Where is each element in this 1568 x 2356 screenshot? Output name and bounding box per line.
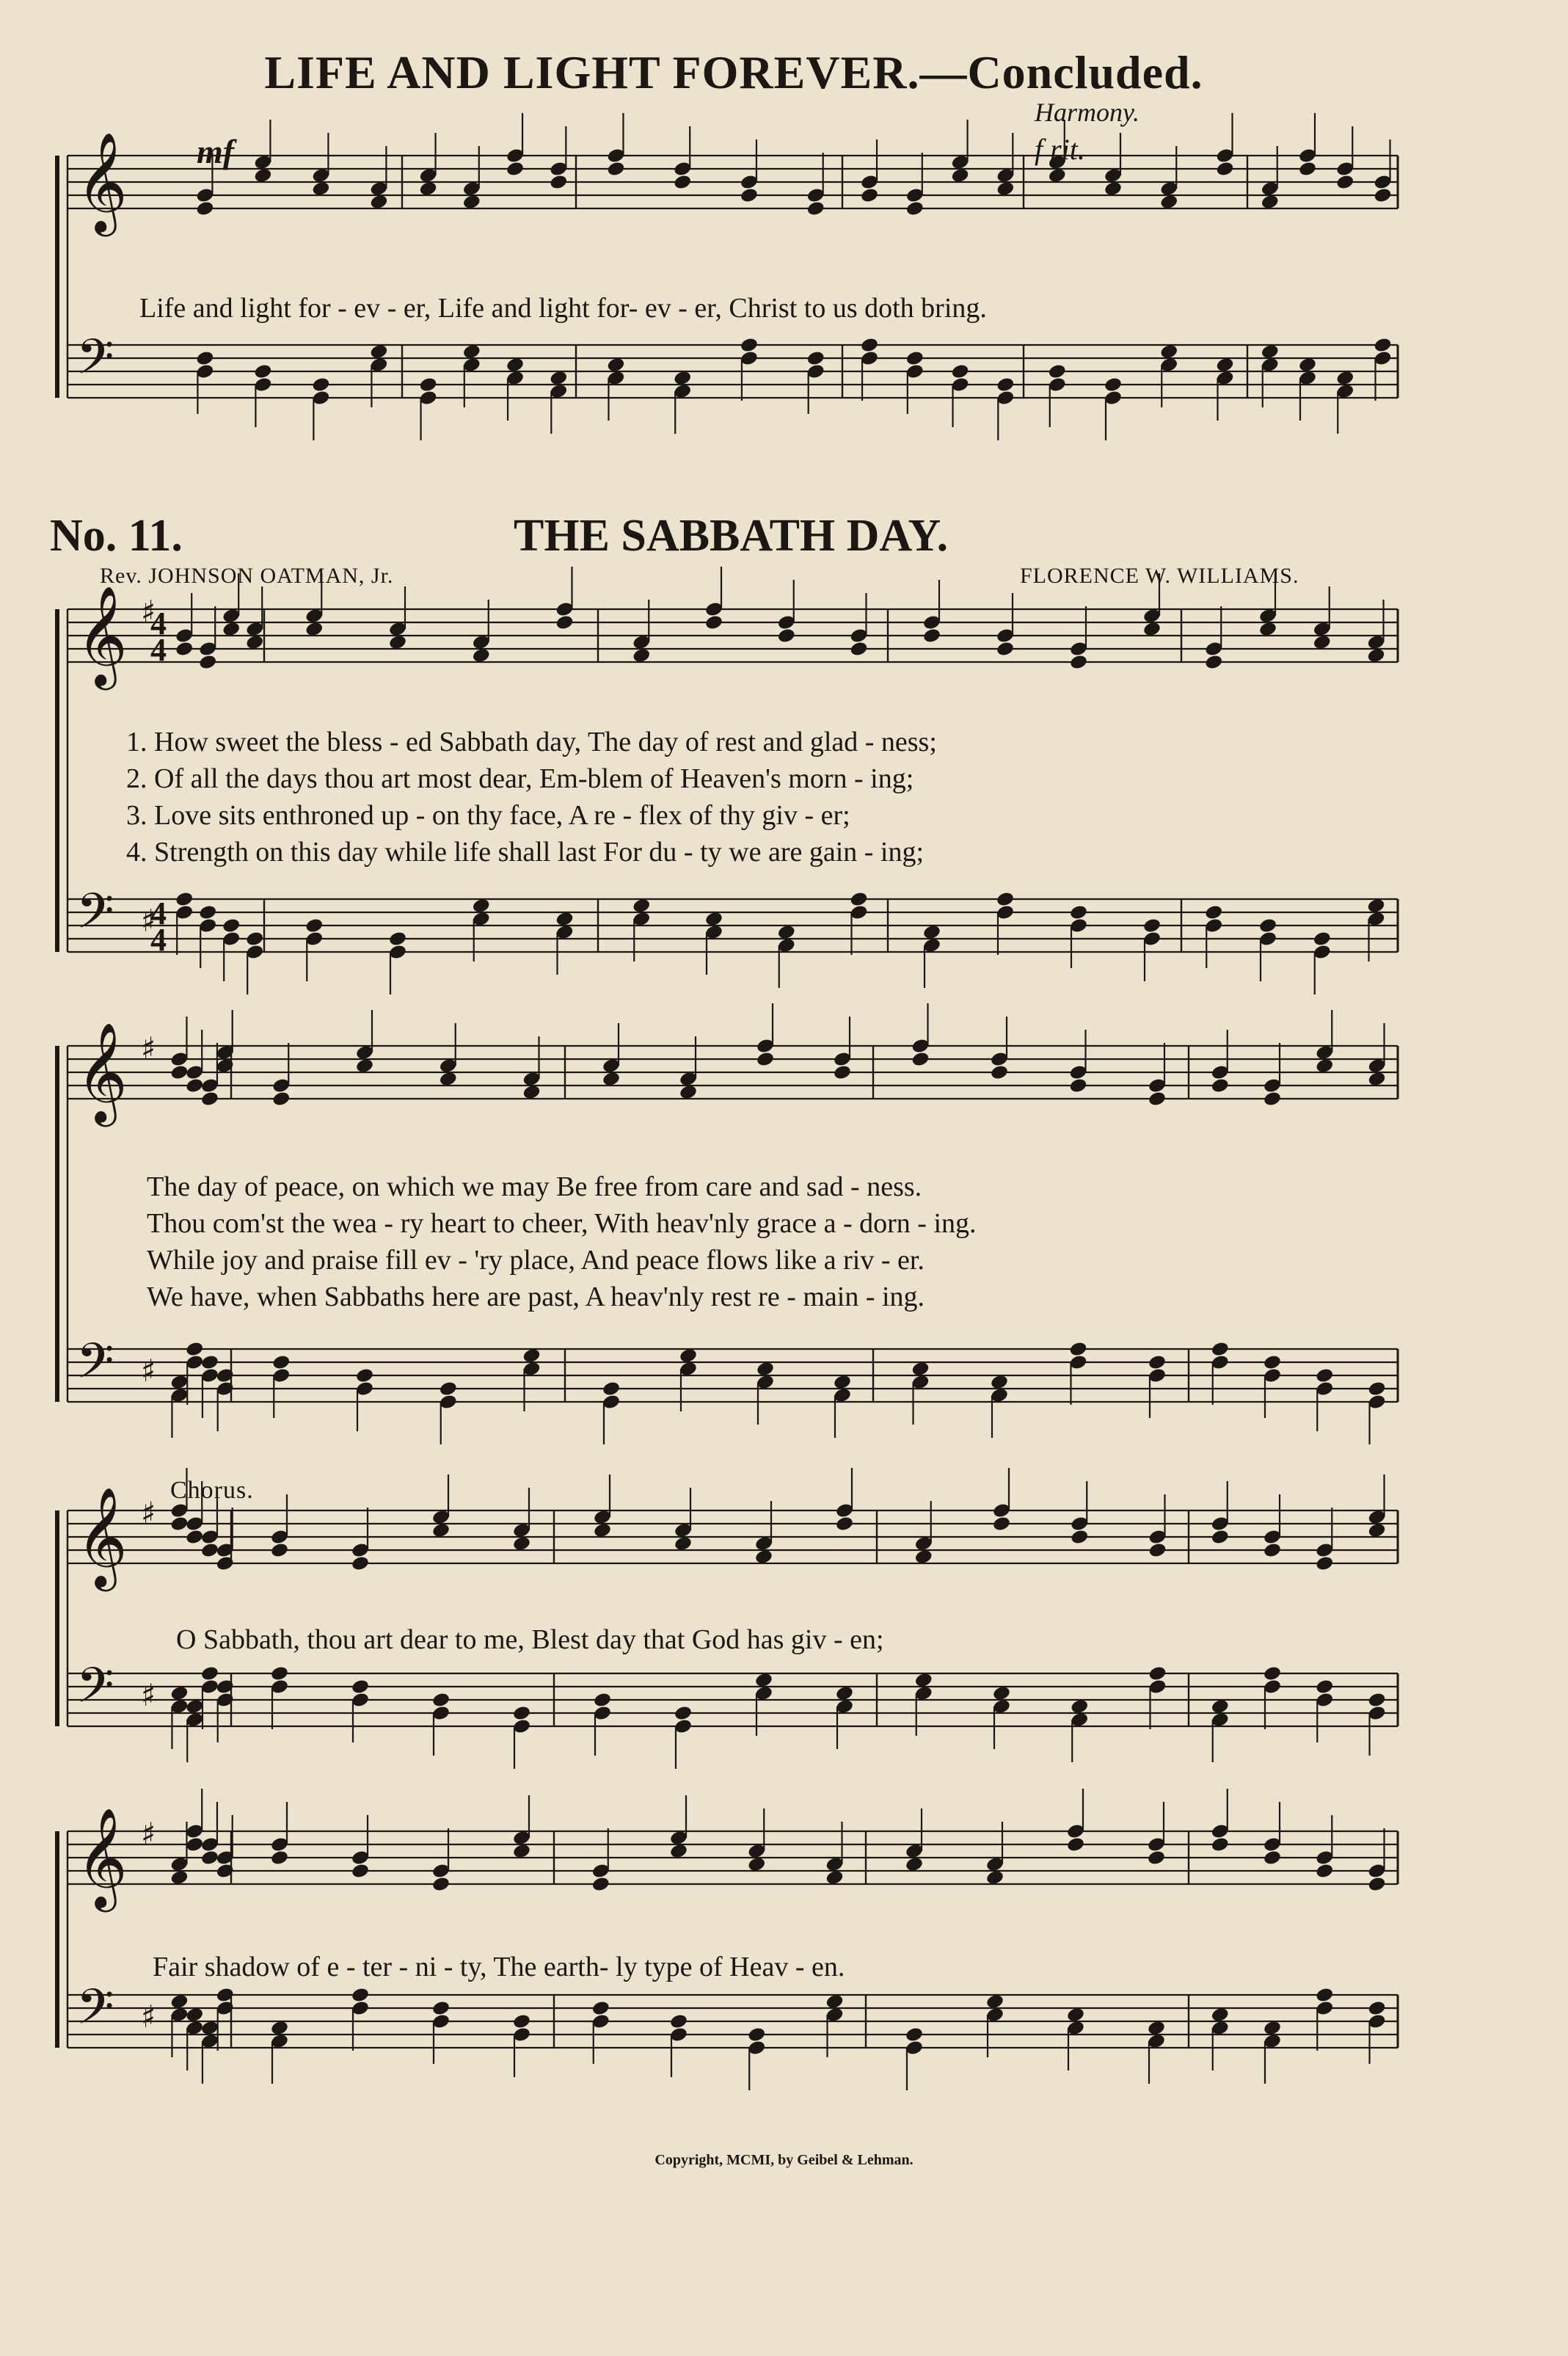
- note-head: [1315, 1987, 1334, 2004]
- note-head: [522, 1084, 541, 1101]
- note-head: [673, 174, 692, 191]
- note-head: [747, 1856, 766, 1873]
- note-head: [1068, 1341, 1087, 1358]
- sharp-icon: ♯: [141, 903, 156, 939]
- note-head: [439, 1381, 458, 1397]
- song-title: THE SABBATH DAY.: [514, 511, 949, 561]
- note-head: [388, 634, 407, 651]
- note-head: [549, 174, 568, 191]
- verse-3-line-1: 3. Love sits enthroned up - on thy face, A re - flex of thy giv - er;: [126, 800, 850, 831]
- note-head: [756, 1361, 775, 1378]
- note-head: [195, 200, 214, 217]
- note-head: [996, 891, 1015, 908]
- note-head: [1066, 2007, 1085, 2024]
- note-head: [905, 2026, 924, 2043]
- treble-clef-icon: 𝄞: [76, 1486, 128, 1587]
- note-head: [1366, 647, 1385, 664]
- note-head: [1159, 194, 1178, 211]
- note-head: [462, 343, 481, 360]
- note-head: [1104, 181, 1123, 197]
- chorus-label: Chorus.: [170, 1477, 254, 1504]
- note-head: [849, 891, 868, 908]
- note-head: [806, 350, 825, 367]
- note-head: [1070, 1529, 1089, 1546]
- note-head: [1367, 1692, 1386, 1709]
- copyright: Copyright, MCMI, by Geibel & Lehman.: [654, 2152, 914, 2168]
- note-head: [1315, 1863, 1334, 1880]
- note-head: [169, 1374, 189, 1391]
- note-head: [185, 1836, 204, 1853]
- note-head: [506, 357, 525, 374]
- note-head: [185, 1698, 204, 1715]
- note-head: [1263, 1665, 1282, 1682]
- note-head: [1066, 1836, 1085, 1853]
- note-head: [1263, 1354, 1282, 1371]
- note-head: [849, 641, 868, 658]
- note-head: [591, 2000, 610, 2017]
- note-head: [418, 181, 437, 197]
- note-head: [175, 641, 194, 658]
- note-head: [905, 1856, 924, 1873]
- note-head: [1104, 377, 1123, 393]
- time-signature-top: 4: [150, 895, 167, 931]
- treble-clef-icon: 𝄞: [76, 1806, 128, 1908]
- verse-2-line-1: 2. Of all the days thou art most dear, Em-blem of Heaven's morn - ing;: [126, 763, 914, 794]
- note-head: [740, 187, 759, 204]
- note-head: [185, 2007, 204, 2024]
- verse-1-line-1: 1. How sweet the bless - ed Sabbath day, The day of rest and glad - ness;: [126, 727, 937, 757]
- note-head: [602, 1071, 621, 1088]
- sharp-icon: ♯: [141, 1030, 156, 1066]
- note-head: [593, 1692, 612, 1709]
- dynamic-mf: mf: [197, 133, 235, 170]
- note-head: [200, 1850, 219, 1866]
- note-head: [1313, 634, 1332, 651]
- note-head: [1211, 2007, 1230, 2024]
- note-head: [1313, 931, 1332, 948]
- note-head: [990, 1374, 1009, 1391]
- note-head: [593, 1522, 612, 1539]
- note-head: [950, 167, 969, 184]
- note-head: [418, 377, 437, 393]
- note-head: [462, 194, 481, 211]
- note-head: [1069, 654, 1088, 671]
- note-head: [1142, 917, 1162, 934]
- note-head: [351, 1863, 370, 1880]
- composer: FLORENCE W. WILLIAMS.: [1020, 564, 1299, 588]
- harmony-label: Harmony.: [1035, 98, 1139, 127]
- note-head: [825, 1993, 844, 2010]
- note-head: [305, 917, 324, 934]
- verse-lines-1: [126, 724, 937, 870]
- note-head: [270, 2020, 289, 2037]
- note-head: [1211, 1529, 1230, 1546]
- note-head: [1263, 1542, 1282, 1559]
- note-head: [185, 1077, 204, 1094]
- verse-lines-2: [147, 1168, 977, 1315]
- note-head: [351, 1679, 370, 1695]
- verse-3-line-2: While joy and praise fill ev - 'ry place, And peace flows like a riv - er.: [147, 1245, 925, 1276]
- note-head: [431, 1692, 451, 1709]
- note-head: [860, 187, 879, 204]
- note-head: [222, 917, 241, 934]
- note-head: [1315, 1058, 1334, 1075]
- note-head: [911, 1361, 930, 1378]
- treble-clef-icon: 𝄞: [76, 584, 128, 686]
- sharp-icon: ♯: [141, 1353, 156, 1389]
- time-signature-bottom: 4: [150, 632, 167, 668]
- note-head: [905, 200, 925, 217]
- note-head: [777, 628, 796, 644]
- note-head: [1048, 167, 1067, 184]
- note-head: [369, 343, 388, 360]
- note-head: [270, 1665, 289, 1682]
- note-head: [704, 614, 723, 631]
- song-number: No. 11.: [50, 511, 183, 561]
- note-head: [1335, 370, 1354, 387]
- note-head: [169, 1064, 189, 1081]
- note-head: [1373, 187, 1392, 204]
- verse-2-line-2: Thou com'st the wea - ry heart to cheer, With heav'nly grace a - dorn - ing.: [147, 1208, 977, 1239]
- note-head: [1367, 2000, 1386, 2017]
- note-head: [439, 1071, 458, 1088]
- note-head: [674, 1705, 693, 1722]
- note-head: [1211, 1698, 1230, 1715]
- sharp-icon: ♯: [141, 1677, 156, 1713]
- note-head: [756, 1051, 775, 1068]
- note-head: [305, 621, 324, 638]
- note-head: [1335, 174, 1354, 191]
- note-head: [990, 1064, 1009, 1081]
- note-head: [1263, 1850, 1282, 1866]
- note-head: [1211, 1341, 1230, 1358]
- note-head: [825, 1869, 844, 1886]
- note-head: [1298, 357, 1317, 374]
- note-head: [591, 1876, 610, 1893]
- note-head: [200, 1091, 219, 1108]
- note-head: [506, 161, 525, 178]
- note-head: [1263, 1091, 1282, 1108]
- note-head: [1204, 654, 1223, 671]
- note-head: [905, 350, 925, 367]
- note-head: [200, 2020, 219, 2037]
- note-head: [512, 1843, 531, 1860]
- note-head: [198, 904, 217, 921]
- note-head: [1261, 194, 1280, 211]
- note-head: [169, 1685, 189, 1702]
- note-head: [1148, 1542, 1167, 1559]
- note-head: [1148, 1665, 1167, 1682]
- note-head: [388, 931, 407, 948]
- note-head: [175, 891, 194, 908]
- note-head: [222, 621, 241, 638]
- note-head: [740, 337, 759, 354]
- note-head: [996, 641, 1015, 658]
- note-head: [1142, 621, 1162, 638]
- note-head: [1298, 161, 1317, 178]
- note-head: [911, 1051, 930, 1068]
- note-head: [992, 1685, 1011, 1702]
- note-head: [754, 1549, 773, 1566]
- note-head: [200, 1354, 219, 1371]
- note-head: [747, 2026, 766, 2043]
- note-head: [472, 898, 491, 915]
- note-head: [833, 1374, 852, 1391]
- note-head: [1204, 904, 1223, 921]
- note-head: [195, 350, 214, 367]
- note-head: [200, 1665, 219, 1682]
- note-head: [1367, 1071, 1386, 1088]
- note-head: [669, 1843, 688, 1860]
- note-head: [1159, 343, 1178, 360]
- note-head: [679, 1084, 698, 1101]
- note-head: [1261, 343, 1280, 360]
- note-head: [992, 1516, 1011, 1533]
- note-head: [602, 1381, 621, 1397]
- note-head: [253, 363, 272, 380]
- note-head: [169, 1516, 189, 1533]
- note-head: [169, 1869, 189, 1886]
- note-head: [200, 1542, 219, 1559]
- note-head: [245, 931, 264, 948]
- note-head: [1258, 621, 1277, 638]
- verse-1-line-2: The day of peace, on which we may Be free from care and sad - ness.: [147, 1171, 922, 1202]
- note-head: [922, 628, 941, 644]
- note-head: [1048, 363, 1067, 380]
- note-head: [704, 911, 723, 928]
- note-head: [606, 161, 625, 178]
- note-head: [512, 1705, 531, 1722]
- note-head: [431, 1522, 451, 1539]
- note-head: [1211, 1077, 1230, 1094]
- sharp-icon: ♯: [141, 594, 156, 630]
- note-head: [1373, 337, 1392, 354]
- note-head: [1215, 357, 1234, 374]
- note-head: [833, 1064, 852, 1081]
- note-head: [985, 1869, 1004, 1886]
- note-head: [996, 181, 1015, 197]
- note-head: [253, 167, 272, 184]
- note-head: [996, 377, 1015, 393]
- note-head: [1148, 1354, 1167, 1371]
- note-head: [512, 1535, 531, 1552]
- note-head: [679, 1348, 698, 1364]
- prev-song-lyric: Life and light for - ev - er, Life and light for- ev - er, Christ to us doth bring.: [139, 293, 987, 324]
- note-head: [311, 181, 330, 197]
- prev-song-title: LIFE AND LIGHT FOREVER.—Concluded.: [264, 46, 1203, 98]
- note-head: [369, 194, 388, 211]
- note-head: [669, 2013, 688, 2030]
- note-head: [1258, 917, 1277, 934]
- note-head: [1367, 1522, 1386, 1539]
- bass-clef-icon: 𝄢: [76, 1333, 114, 1401]
- note-head: [632, 647, 651, 664]
- sharp-icon: ♯: [141, 1495, 156, 1531]
- note-head: [835, 1516, 854, 1533]
- note-head: [606, 357, 625, 374]
- note-head: [185, 1529, 204, 1546]
- note-head: [1211, 1836, 1230, 1853]
- note-head: [198, 654, 217, 671]
- treble-clef-icon: 𝄞: [76, 131, 128, 232]
- note-head: [1069, 904, 1088, 921]
- note-head: [914, 1549, 933, 1566]
- note-head: [512, 2013, 531, 2030]
- bass-clef-icon: 𝄢: [76, 1657, 114, 1726]
- note-head: [1367, 1876, 1386, 1893]
- note-head: [555, 911, 574, 928]
- note-head: [985, 1993, 1004, 2010]
- bass-clef-icon: 𝄢: [76, 883, 114, 951]
- note-head: [555, 614, 574, 631]
- note-head: [806, 200, 825, 217]
- note-head: [431, 2000, 451, 2017]
- note-head: [1366, 898, 1385, 915]
- note-head: [351, 1555, 370, 1572]
- note-head: [1147, 1850, 1166, 1866]
- note-head: [632, 898, 651, 915]
- note-head: [355, 1367, 374, 1384]
- note-head: [1263, 2020, 1282, 2037]
- note-head: [270, 1850, 289, 1866]
- note-head: [522, 1348, 541, 1364]
- treble-clef-icon: 𝄞: [76, 1021, 128, 1122]
- note-head: [860, 337, 879, 354]
- note-head: [271, 1091, 291, 1108]
- lyricist: Rev. JOHNSON OATMAN, Jr.: [100, 564, 394, 588]
- note-head: [355, 1058, 374, 1075]
- note-head: [169, 1993, 189, 2010]
- note-head: [777, 924, 796, 941]
- note-head: [914, 1672, 933, 1689]
- sharp-icon: ♯: [141, 1999, 156, 2035]
- note-head: [549, 370, 568, 387]
- note-head: [270, 1542, 289, 1559]
- chorus-line-2: Fair shadow of e - ter - ni - ty, The earth- ly type of Heav - en.: [153, 1952, 845, 1982]
- note-head: [1367, 1381, 1386, 1397]
- note-head: [311, 377, 330, 393]
- note-head: [271, 1354, 291, 1371]
- note-head: [1068, 1077, 1087, 1094]
- note-head: [1070, 1698, 1089, 1715]
- note-head: [431, 1876, 451, 1893]
- note-head: [922, 924, 941, 941]
- note-head: [185, 1341, 204, 1358]
- note-head: [1147, 2020, 1166, 2037]
- verse-4-line-1: 4. Strength on this day while life shall last For du - ty we are gain - ing;: [126, 837, 925, 868]
- note-head: [835, 1685, 854, 1702]
- note-head: [1148, 1091, 1167, 1108]
- sharp-icon: ♯: [141, 1816, 156, 1852]
- note-head: [754, 1672, 773, 1689]
- note-head: [1315, 1367, 1334, 1384]
- note-head: [673, 370, 692, 387]
- note-head: [351, 1987, 370, 2004]
- time-signature-top: 4: [150, 606, 167, 641]
- note-head: [1315, 1555, 1334, 1572]
- note-head: [1215, 161, 1234, 178]
- verse-4-line-2: We have, when Sabbaths here are past, A heav'nly rest re - main - ing.: [147, 1281, 925, 1312]
- note-head: [1315, 1679, 1334, 1695]
- bass-clef-icon: 𝄢: [76, 1979, 114, 2047]
- note-head: [245, 634, 264, 651]
- note-head: [472, 647, 491, 664]
- chorus-line-1: O Sabbath, thou art dear to me, Blest day that God has giv - en;: [176, 1624, 884, 1655]
- bass-clef-icon: 𝄢: [76, 329, 114, 397]
- note-head: [950, 363, 969, 380]
- time-signature-bottom: 4: [150, 922, 167, 958]
- dynamic-frit: f rit.: [1035, 133, 1085, 166]
- note-head: [674, 1535, 693, 1552]
